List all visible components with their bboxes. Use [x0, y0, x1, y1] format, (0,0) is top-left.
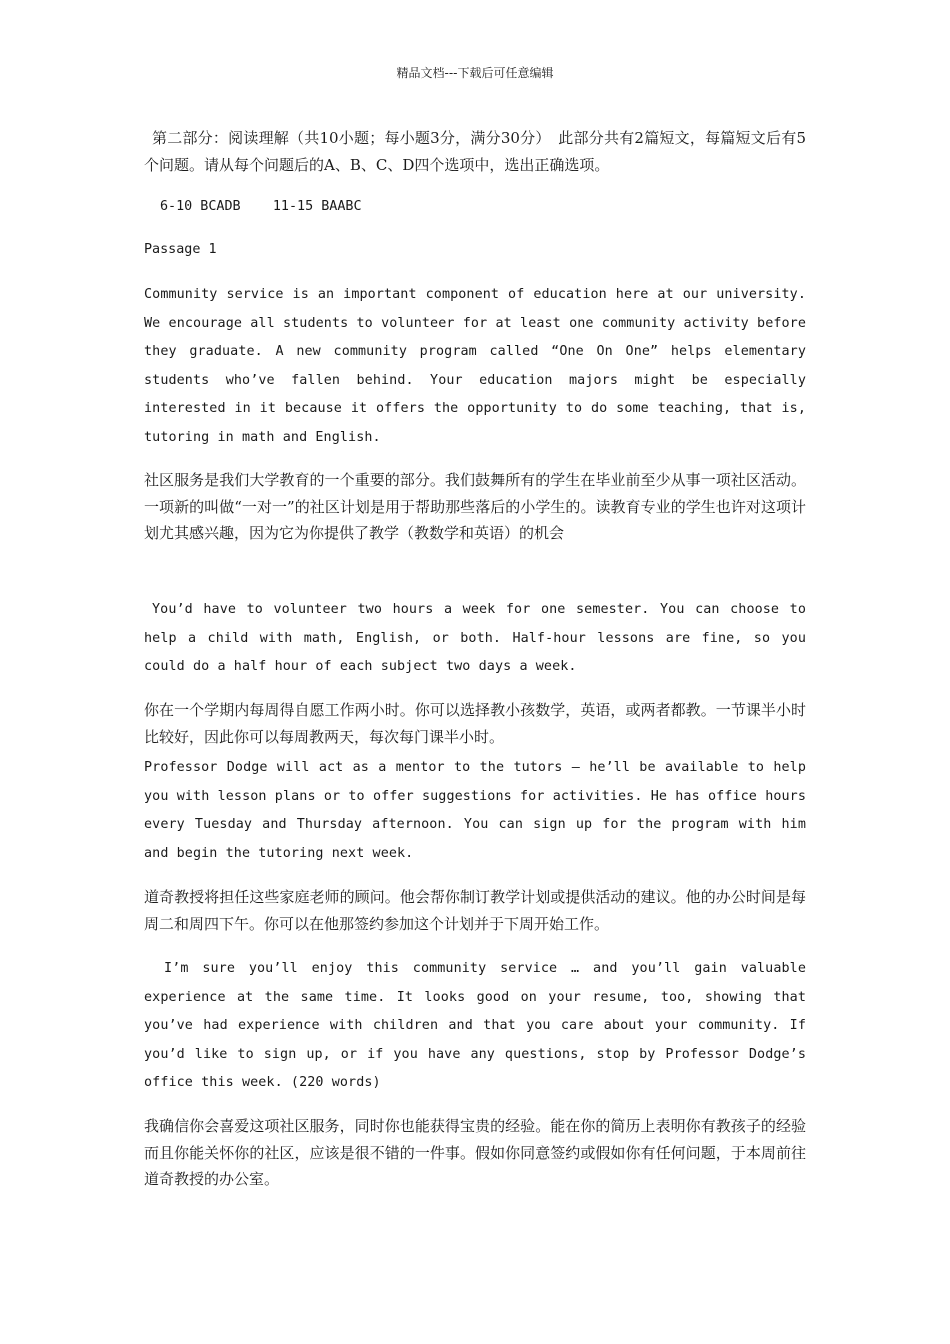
paragraph-4-english — [144, 955, 806, 1098]
intro-text: 第二部分：阅读理解（共10小题；每小题3分，满分30分） 此部分共有2篇短文，每篇短文后有5个问题。请从每个问题后的A、B、C、D四个选项中，选出正确选项。 — [144, 129, 806, 174]
answer-key — [144, 199, 806, 214]
paragraph-3-en-text: Professor Dodge will act as a mentor to the tutors — he’ll be available to help you with lesson plans or to offer suggestions for activities. He has office hours every Tuesday and Thursday afternoon. You can sign up for the program with him and begin the tutoring next week. — [144, 760, 806, 861]
passage-title-block — [144, 242, 806, 257]
paragraph-2-en-text: You’d have to volunteer two hours a week for one semester. You can choose to help a child with math, English, or both. Half-hour lessons are fine, so you could do a half hour of each subject two days a week. — [144, 602, 806, 675]
passage-title: Passage 1 — [144, 242, 217, 257]
paragraph-3-chinese — [144, 884, 806, 937]
paragraph-1-cn-text: 社区服务是我们大学教育的一个重要的部分。我们鼓舞所有的学生在毕业前至少从事一项社区活动。一项新的叫做“一对一”的社区计划是用于帮助那些落后的小学生的。读教育专业的学生也许对这项计划尤其感兴趣，因为它为你提供了教学（教数学和英语）的机会 — [144, 471, 806, 542]
paragraph-1-en-text: Community service is an important component of education here at our university. We encourage all students to volunteer for at least one community activity before they graduate. A new community program called “One On One” helps elementary students who’ve fallen behind. Your education majors might be especially interested in it because it offers the opportunity to do some teaching, that is, tutoring in math and English. — [144, 287, 806, 445]
paragraph-4-en-text: I’m sure you’ll enjoy this community service … and you’ll gain valuable experience at the same time. It looks good on your resume, too, showing that you’ve had experience with children and that you care about your community. If you’d like to sign up, or if you have any questions, stop by Professor Dodge’s office this week. (220 words) — [144, 961, 806, 1091]
paragraph-1-english — [144, 281, 806, 453]
page-header: 精品文档---下载后可任意编辑 — [396, 66, 554, 80]
paragraph-3-cn-text: 道奇教授将担任这些家庭老师的顾问。他会帮你制订教学计划或提供活动的建议。他的办公时间是每周二和周四下午。你可以在他那签约参加这个计划并于下周开始工作。 — [144, 888, 806, 933]
answer-key-text: 6-10 BCADB 11-15 BAABC — [160, 199, 362, 214]
paragraph-4-chinese — [144, 1113, 806, 1193]
paragraph-2-cn-text: 你在一个学期内每周得自愿工作两小时。你可以选择教小孩数学，英语，或两者都教。一节课半小时比较好，因此你可以每周教两天，每次每门课半小时。 — [144, 701, 806, 746]
section-intro — [144, 125, 806, 178]
paragraph-4-cn-text: 我确信你会喜爱这项社区服务，同时你也能获得宝贵的经验。能在你的简历上表明你有教孩子的经验而且你能关怀你的社区，应该是很不错的一件事。假如你同意签约或假如你有任何问题，于本周前往道奇教授的办公室。 — [144, 1117, 806, 1188]
paragraph-2-chinese-3-english — [144, 697, 806, 750]
paragraph-3-english — [144, 754, 806, 868]
paragraph-2-english — [144, 596, 806, 682]
paragraph-1-chinese — [144, 467, 806, 547]
